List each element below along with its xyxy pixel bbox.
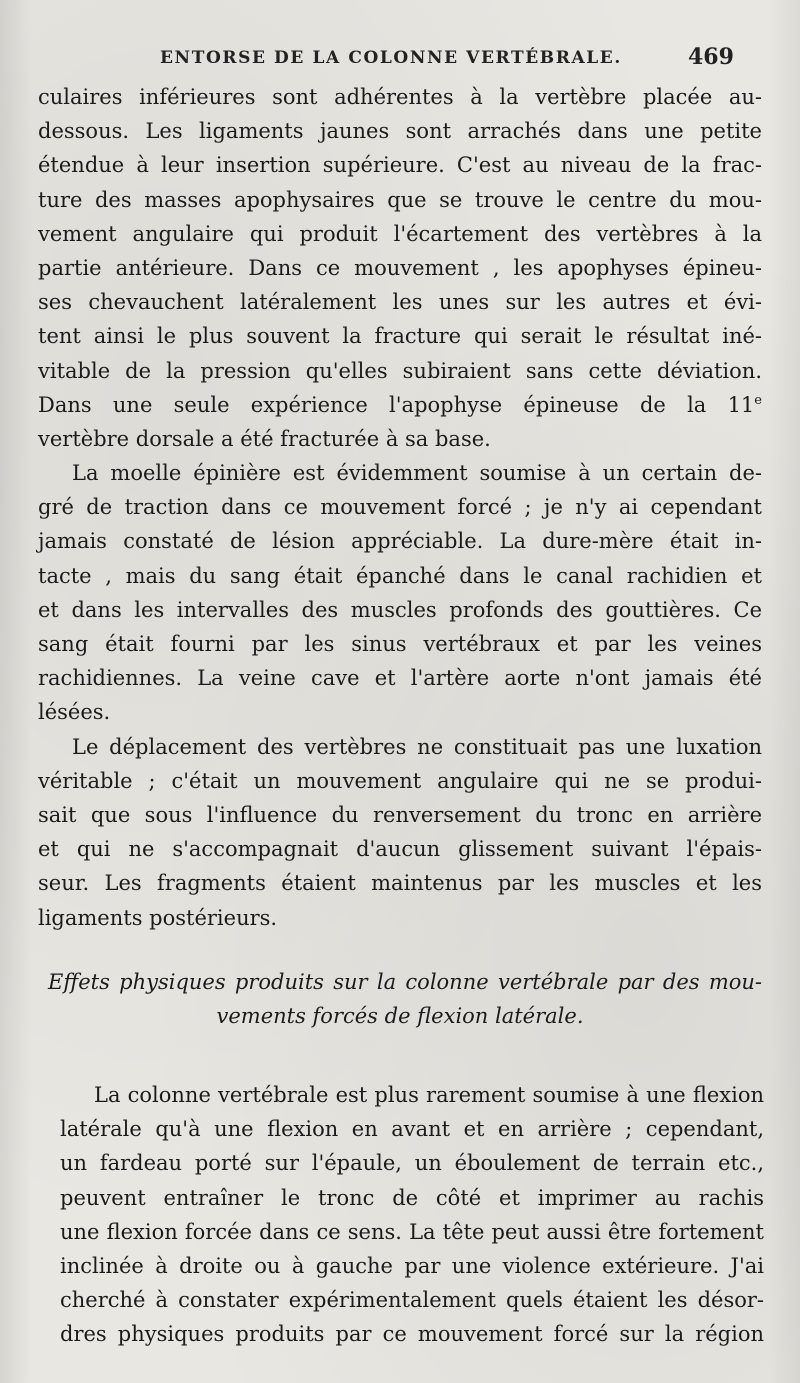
text-line: sang était fourni par les sinus vertébraux et par les veines <box>38 632 762 656</box>
text-line: un fardeau porté sur l'épaule, un éboulement de terrain etc., <box>60 1151 764 1176</box>
text-line: Le déplacement des vertèbres ne constituait pas une luxation <box>72 734 762 759</box>
text-line: tent ainsi le plus souvent la fracture qui serait le résultat iné- <box>38 324 762 349</box>
text-line: dessous. Les ligaments jaunes sont arrachés dans une petite <box>38 119 762 144</box>
text-line-with-superscript <box>38 388 762 422</box>
text-line: inclinée à droite ou à gauche par une violence extérieure. J'ai <box>60 1253 764 1278</box>
text-line: tacte , mais du sang était épanché dans le canal rachidien et <box>38 563 762 588</box>
text-line: rachidiennes. La veine cave et l'artère aorte n'ont jamais été <box>38 666 762 691</box>
text-line: latérale qu'à une flexion en avant et en arrière ; cependant, <box>60 1117 764 1142</box>
text-line: partie antérieure. Dans ce mouvement , les apophyses épineu- <box>38 255 762 280</box>
text-line: sait que sous l'influence du renversement du tronc en arrière <box>38 802 762 827</box>
spacer <box>38 935 762 965</box>
text-line: une flexion forcée dans ce sens. La tête peut aussi être fortement <box>60 1219 764 1244</box>
text-line: vitable de la pression qu'elles subiraient sans cette déviation. <box>38 358 762 383</box>
running-title: ENTORSE DE LA COLONNE VERTÉBRALE. <box>160 48 622 68</box>
text-line: ses chevauchent latéralement les unes sur les autres et évi- <box>38 290 762 315</box>
section-body <box>60 1078 764 1352</box>
text-line: lésées. <box>38 700 111 725</box>
text-line: seur. Les fragments étaient maintenus par les muscles et les <box>38 871 762 896</box>
page-header <box>0 44 800 74</box>
page-number: 469 <box>688 44 734 70</box>
text-line: peuvent entraîner le tronc de côté et imprimer au rachis <box>60 1185 764 1210</box>
text-line: La colonne vertébrale est plus rarement soumise à une flexion <box>94 1083 764 1107</box>
text-line: vement angulaire qui produit l'écartement des vertèbres à la <box>38 221 762 246</box>
text-line: gré de traction dans ce mouvement forcé ; je n'y ai cependant <box>38 495 762 520</box>
section-heading-line: Effets physiques produits sur la colonne vertébrale par des mou- <box>48 969 762 994</box>
text-line: véritable ; c'était un mouvement angulaire qui ne se produi- <box>38 768 762 793</box>
text-line: ture des masses apophysaires que se trouve le centre du mou- <box>38 187 762 212</box>
text-line: ligaments postérieurs. <box>38 905 278 930</box>
text-line: jamais constaté de lésion appréciable. La dure-mère était in- <box>38 529 762 554</box>
section-heading-line: vements forcés de flexion latérale. <box>216 1003 584 1028</box>
text-line: La moelle épinière est évidemment soumise à un certain de- <box>72 461 762 486</box>
body-text <box>38 80 762 1033</box>
text-line: vertèbre dorsale a été fracturée à sa base. <box>38 426 491 451</box>
text-line: culaires inférieures sont adhérentes à la vertèbre placée au- <box>38 85 762 109</box>
text-line: et qui ne s'accompagnait d'aucun glissement suivant l'épais- <box>38 837 762 862</box>
text-line: étendue à leur insertion supérieure. C'est au niveau de la frac- <box>38 153 762 178</box>
text-line: cherché à constater expérimentalement quels étaient les désor- <box>60 1288 764 1313</box>
text-line: et dans les intervalles des muscles profonds des gouttières. Ce <box>38 597 762 622</box>
text-line: dres physiques produits par ce mouvement forcé sur la région <box>60 1322 764 1347</box>
text-fragment: Dans une seule expérience l'apophyse épineuse de la 11 <box>38 392 755 417</box>
ordinal-superscript: e <box>754 392 762 408</box>
